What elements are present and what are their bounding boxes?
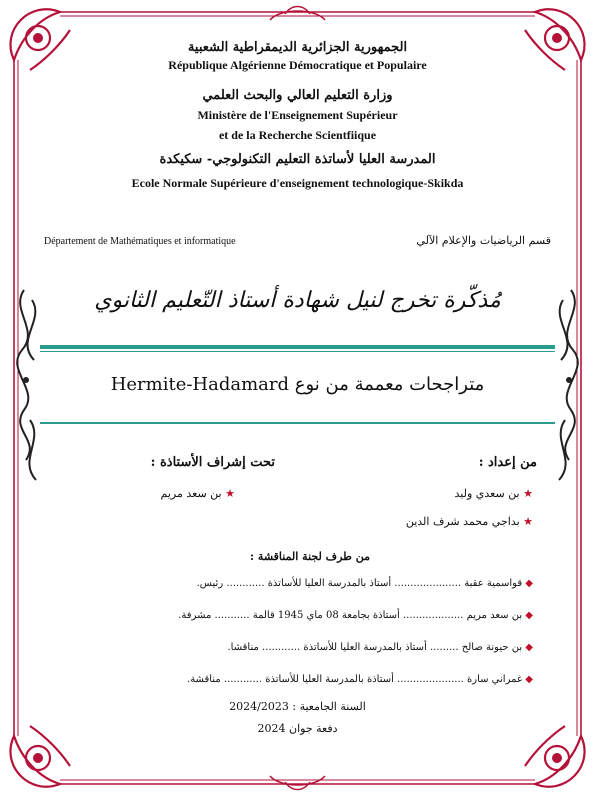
title-rule-top-thin [40,351,555,352]
diamond-icon: ◆ [525,578,533,589]
jury-function: رئيس. [196,578,224,589]
jury-name: غمراني سارة [467,674,523,685]
jury-function: مناقشة. [187,674,221,685]
star-icon: ★ [225,487,235,500]
supervisor [161,487,235,500]
jury-member-2: ◆ بن سعد مريم ................... أستاذة بجامعة 08 ماي 1945 قالمة ........... مشرفة. [178,610,533,621]
ministry-french-1: Ministère de l'Enseignement Supérieur [197,108,398,122]
jury-function: مشرفة. [178,610,212,621]
jury-member-3: ◆ بن حيونة صالح ......... أستاذ بالمدرسة العليا للأساتذة ............ مناقشا. [227,642,533,653]
diamond-icon: ◆ [525,610,533,621]
student-name: بن سعدي وليد [454,487,520,500]
title-rule-top [40,345,555,349]
supervision-label: تحت إشراف الأستاذة : [150,455,275,470]
republic-arabic: الجمهورية الجزائرية الديمقراطية الشعبية [187,40,408,55]
jury-member-4: ◆ غمراني سارة ..................... أستاذة بالمدرسة العليا للأساتذة ............ مناقشة. [187,674,533,685]
student-name: بداجي محمد شرف الدين [405,515,520,528]
star-icon: ★ [523,515,533,528]
academic-year: السنة الجامعية : 2024/2023 [229,700,366,713]
republic-french: République Algérienne Démocratique et Populaire [168,58,427,72]
jury-role: أستاذ بالمدرسة العليا للأساتذة [303,642,427,653]
promotion: دفعة جوان 2024 [257,722,338,735]
diamond-icon: ◆ [525,642,533,653]
prepared-by-label: من إعداد : [478,455,537,470]
jury-role: أستاذة بالمدرسة العليا للأساتذة [265,674,394,685]
school-arabic: المدرسة العليا لأساتذة التعليم التكنولوجي- سكيكدة [159,152,436,167]
thesis-title: متراجحات معممة من نوع Hermite-Hadamard [110,374,485,395]
department-arabic: قسم الرياضيات والإعلام الآلي [416,234,551,247]
school-french: Ecole Normale Supérieure d'enseignement technologique-Skikda [131,176,464,190]
jury-function: مناقشا. [227,642,259,653]
jury-name: قواسمية عقبة [464,578,523,589]
jury-name: بن حيونة صالح [461,642,523,653]
student-1 [455,487,533,500]
supervisor-name: بن سعد مريم [160,487,222,500]
jury-role: أستاذ بالمدرسة العليا للأساتذة [267,578,392,589]
jury-label: من طرف لجنة المناقشة : [250,550,370,563]
jury-member-1: ◆ قواسمية عقبة ..................... أستاذ بالمدرسة العليا للأساتذة ............ رئيس. [196,578,533,589]
student-2 [406,515,533,528]
diamond-icon: ◆ [525,674,533,685]
jury-role: أستاذة بجامعة 08 ماي 1945 قالمة [252,610,400,621]
title-rule-bottom [40,422,555,424]
star-icon: ★ [523,487,533,500]
thesis-type: مُذكّرة تخرج لنيل شهادة أستاذ التّعليم الثانوي [94,288,501,313]
jury-name: بن سعد مريم [466,610,523,621]
ministry-french-2: et de la Recherche Scientfiique [218,128,377,142]
department-french: Département de Mathématiques et informatique [44,236,236,247]
ministry-arabic: وزارة التعليم العالي والبحث العلمي [202,88,393,103]
